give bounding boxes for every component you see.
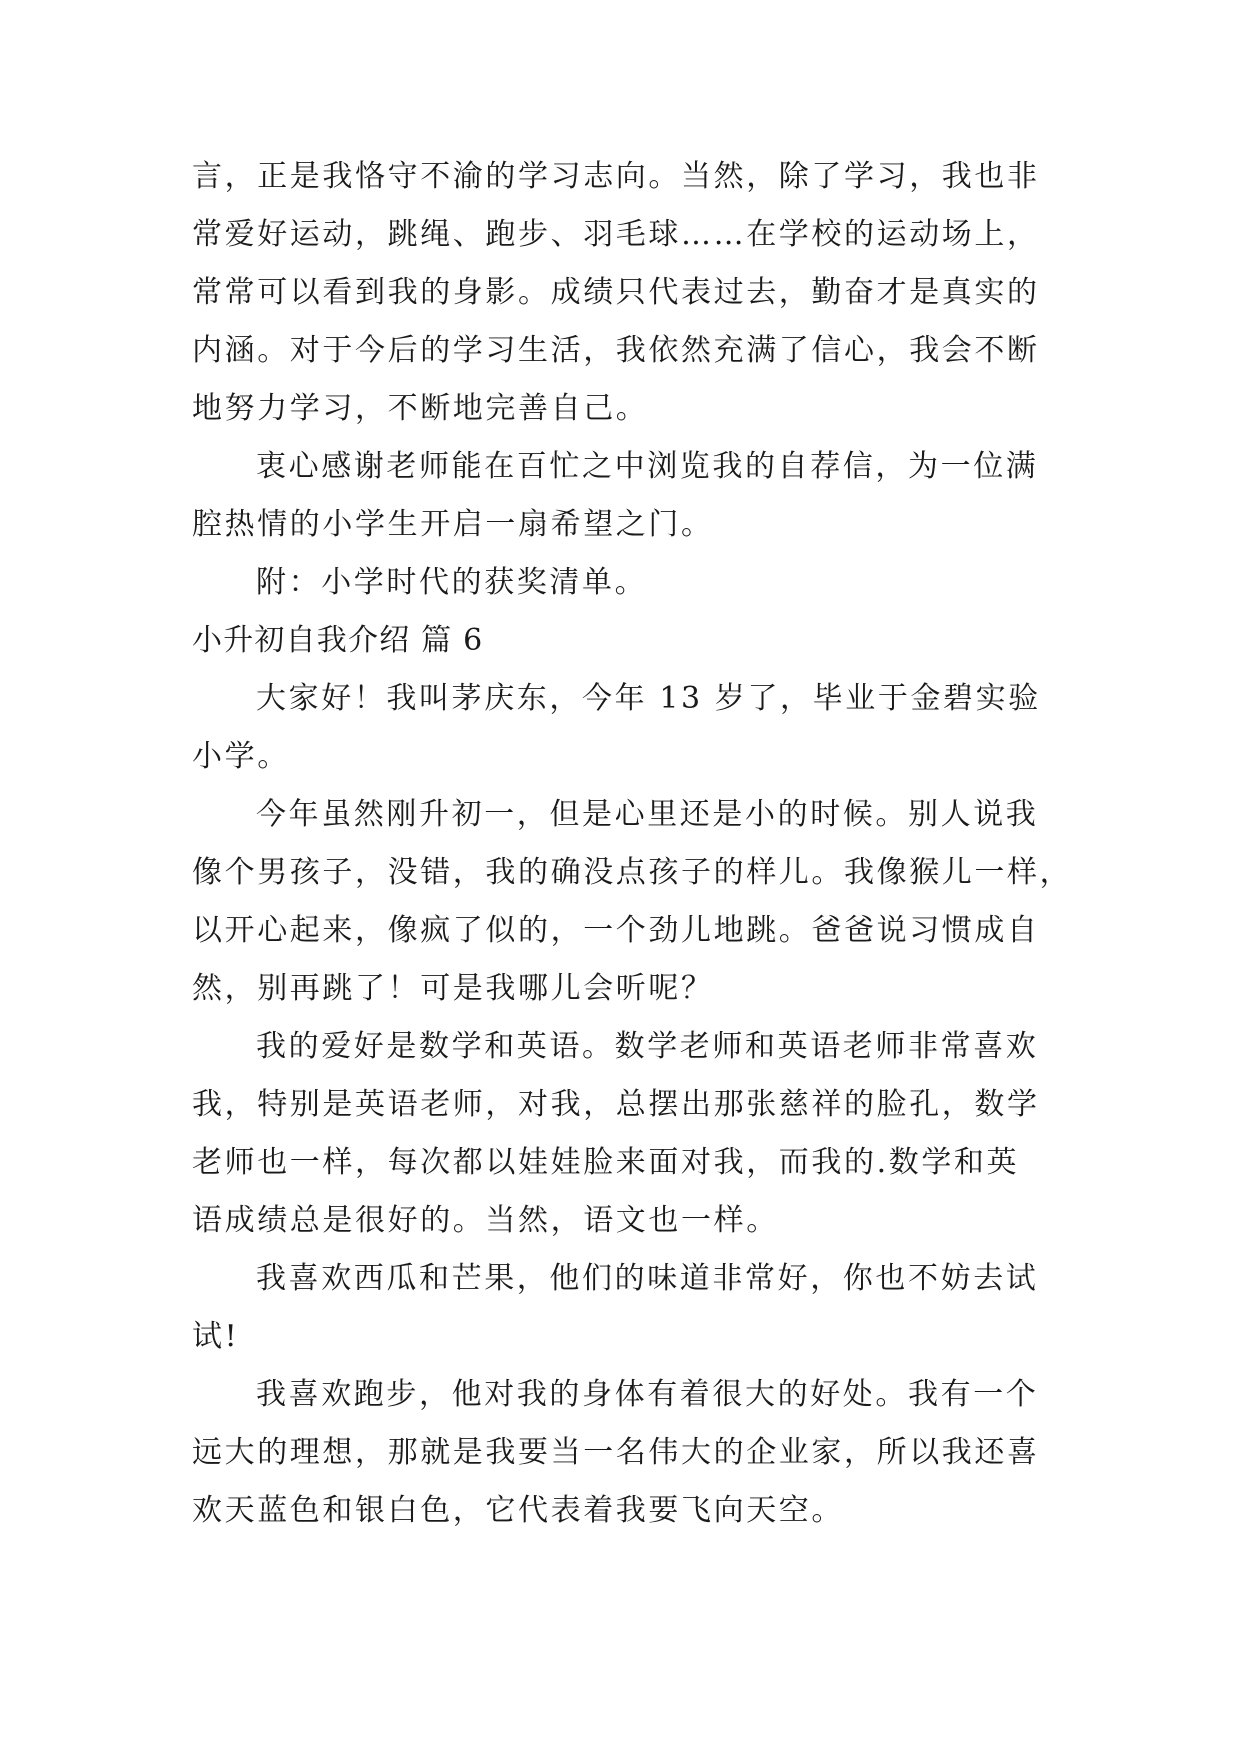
paragraph-personality [192, 786, 1072, 1018]
text-line: 附：小学时代的获奖清单。 [256, 565, 648, 600]
text-line: 以开心起来，像疯了似的，一个劲儿地跳。爸爸说习惯成自 [192, 913, 1040, 948]
section-heading: 小升初自我介绍 篇 6 [192, 623, 484, 658]
text-line: 我，特别是英语老师，对我，总摆出那张慈祥的脸孔，数学 [192, 1087, 1040, 1122]
paragraph-greeting [192, 670, 1072, 786]
paragraph-hobbies [192, 1018, 1072, 1250]
text-line: 远大的理想，那就是我要当一名伟大的企业家，所以我还喜 [192, 1435, 1040, 1470]
text-line: 衷心感谢老师能在百忙之中浏览我的自荐信，为一位满 [256, 449, 1039, 484]
document-page [192, 148, 1072, 1540]
text-line: 内涵。对于今后的学习生活，我依然充满了信心，我会不断 [192, 333, 1040, 368]
paragraph-fruit [192, 1250, 1072, 1366]
text-line: 我喜欢西瓜和芒果，他们的味道非常好，你也不妨去试 [256, 1261, 1039, 1296]
text-line: 地努力学习，不断地完善自己。 [192, 391, 649, 426]
text-line: 言，正是我恪守不渝的学习志向。当然，除了学习，我也非 [192, 159, 1040, 194]
text-line: 像个男孩子，没错，我的确没点孩子的样儿。我像猴儿一样， [192, 855, 1073, 890]
text-line: 腔热情的小学生开启一扇希望之门。 [192, 507, 714, 542]
paragraph-attachment [192, 554, 1072, 612]
text-line: 我的爱好是数学和英语。数学老师和英语老师非常喜欢 [256, 1029, 1039, 1064]
text-line: 小学。 [192, 739, 290, 774]
text-line: 常爱好运动，跳绳、跑步、羽毛球……在学校的运动场上， [192, 217, 1040, 252]
paragraph-thanks [192, 438, 1072, 554]
text-line: 大家好！我叫茅庆东，今年 13 岁了，毕业于金碧实验 [256, 681, 1041, 716]
text-line: 欢天蓝色和银白色，它代表着我要飞向天空。 [192, 1493, 844, 1528]
text-line: 老师也一样，每次都以娃娃脸来面对我，而我的.数学和英 [192, 1145, 1020, 1180]
text-line: 然，别再跳了！可是我哪儿会听呢？ [192, 971, 714, 1006]
text-line: 常常可以看到我的身影。成绩只代表过去，勤奋才是真实的 [192, 275, 1040, 310]
text-line: 今年虽然刚升初一，但是心里还是小的时候。别人说我 [256, 797, 1039, 832]
text-line: 语成绩总是很好的。当然，语文也一样。 [192, 1203, 779, 1238]
text-line: 试! [192, 1319, 240, 1354]
text-line: 我喜欢跑步，他对我的身体有着很大的好处。我有一个 [256, 1377, 1039, 1412]
paragraph-continuation [192, 148, 1072, 438]
paragraph-dream [192, 1366, 1072, 1540]
